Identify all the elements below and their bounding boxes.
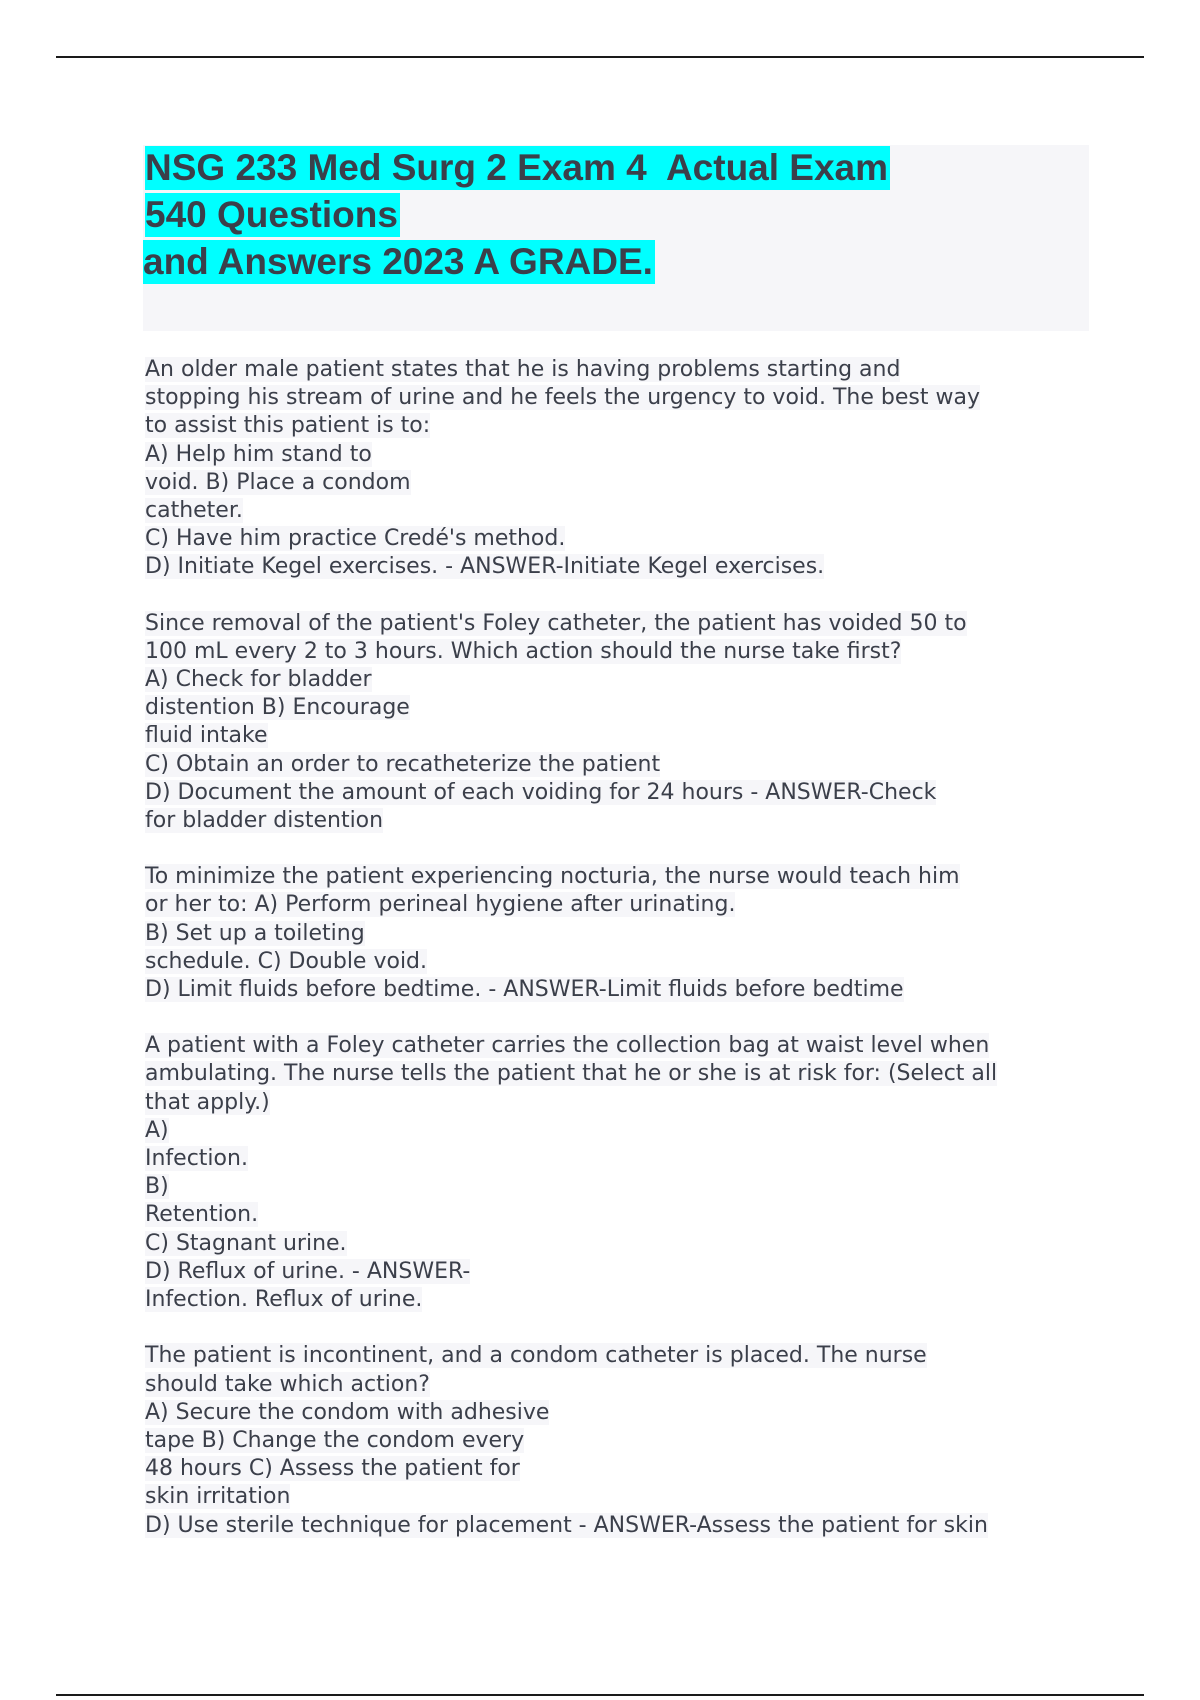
question-text-line — [145, 525, 1105, 553]
question-text-line — [145, 751, 1105, 779]
question-text-line — [145, 694, 1105, 722]
question-text: catheter. — [145, 498, 243, 524]
question-text: Retention. — [145, 1202, 259, 1228]
question-text-line — [145, 1117, 1105, 1145]
question-text: that apply.) — [145, 1089, 270, 1115]
question-block — [145, 1342, 1105, 1539]
question-text: ambulating. The nurse tells the patient that he or she is at risk for: (Select all — [145, 1061, 998, 1087]
question-text: C) Obtain an order to recatheterize the patient — [145, 751, 661, 777]
question-text: 100 mL every 2 to 3 hours. Which action should the nurse take first? — [145, 638, 902, 664]
question-text: Infection. — [145, 1146, 248, 1172]
question-text: D) Use sterile technique for placement - ANSWER-Assess the patient for skin — [145, 1512, 988, 1538]
document-title-line-2: 540 Questions — [145, 194, 398, 235]
document-title-line-3: and Answers 2023 A GRADE. — [143, 241, 653, 282]
question-text: to assist this patient is to: — [145, 413, 431, 439]
question-text: A) Help him stand to — [145, 441, 372, 467]
question-text-line — [145, 1371, 1105, 1399]
question-text: Infection. Reflux of urine. — [145, 1287, 423, 1313]
question-text-line — [145, 976, 1105, 1004]
question-text: An older male patient states that he is having problems starting and — [145, 357, 901, 382]
question-text-line — [145, 469, 1105, 497]
question-text: for bladder distention — [145, 808, 384, 834]
question-block — [145, 610, 1105, 836]
question-block — [145, 356, 1105, 582]
question-text-line — [145, 1342, 1105, 1370]
question-text-line — [145, 779, 1105, 807]
question-text-line — [145, 891, 1105, 919]
question-text-line — [145, 666, 1105, 694]
question-text: fluid intake — [145, 723, 268, 749]
question-text-line — [145, 610, 1105, 638]
question-text: skin irritation — [145, 1484, 291, 1510]
question-text-line — [145, 1512, 1105, 1540]
question-text-line — [145, 441, 1105, 469]
question-text-line — [145, 920, 1105, 948]
question-text: schedule. C) Double void. — [145, 948, 428, 974]
question-text-line — [145, 863, 1105, 891]
question-text-line — [145, 412, 1105, 440]
question-text: B) Set up a toileting — [145, 920, 365, 946]
question-text-line — [145, 356, 1105, 384]
question-text: distention B) Encourage — [145, 695, 410, 721]
question-text-line — [145, 1286, 1105, 1314]
question-text-line — [145, 1145, 1105, 1173]
question-text: A) — [145, 1117, 169, 1143]
document-title-line-1: NSG 233 Med Surg 2 Exam 4 Actual Exam — [145, 147, 889, 188]
question-text-line — [145, 1201, 1105, 1229]
question-text: D) Limit fluids before bedtime. - ANSWER-Limit fluids before bedtime — [145, 977, 904, 1003]
question-text: stopping his stream of urine and he feels the urgency to void. The best way — [145, 385, 980, 411]
bottom-rule — [56, 1694, 1144, 1696]
question-text: D) Initiate Kegel exercises. - ANSWER-Initiate Kegel exercises. — [145, 554, 825, 580]
question-text: 48 hours C) Assess the patient for — [145, 1456, 520, 1482]
question-text: A) Secure the condom with adhesive — [145, 1399, 550, 1425]
question-text-line — [145, 722, 1105, 750]
question-text: void. B) Place a condom — [145, 469, 411, 495]
question-text-line — [145, 807, 1105, 835]
question-text: or her to: A) Perform perineal hygiene after urinating. — [145, 892, 736, 918]
question-text: C) Have him practice Credé's method. — [145, 526, 566, 552]
question-text: D) Document the amount of each voiding for 24 hours - ANSWER-Check — [145, 779, 937, 805]
question-text-line — [145, 1230, 1105, 1258]
question-text: D) Reflux of urine. - ANSWER- — [145, 1258, 471, 1284]
question-text-line — [145, 384, 1105, 412]
question-text-line — [145, 1089, 1105, 1117]
question-text-line — [145, 1258, 1105, 1286]
question-text-line — [145, 1060, 1105, 1088]
question-text-line — [145, 638, 1105, 666]
question-text: tape B) Change the condom every — [145, 1427, 525, 1453]
question-text-line — [145, 1173, 1105, 1201]
question-text: A patient with a Foley catheter carries the collection bag at waist level when — [145, 1033, 990, 1059]
question-text: should take which action? — [145, 1371, 430, 1397]
question-text: C) Stagnant urine. — [145, 1230, 347, 1256]
question-text: The patient is incontinent, and a condom catheter is placed. The nurse — [145, 1343, 927, 1369]
question-text-line — [145, 497, 1105, 525]
top-rule — [56, 56, 1144, 58]
question-text-line — [145, 553, 1105, 581]
question-text-line — [145, 1455, 1105, 1483]
question-block — [145, 1032, 1105, 1314]
question-block — [145, 863, 1105, 1004]
question-text-line — [145, 1399, 1105, 1427]
questions-list — [145, 356, 1105, 1568]
question-text: B) — [145, 1174, 169, 1200]
question-text: Since removal of the patient's Foley catheter, the patient has voided 50 to — [145, 610, 967, 636]
question-text-line — [145, 1032, 1105, 1060]
question-text: To minimize the patient experiencing nocturia, the nurse would teach him — [145, 864, 960, 890]
question-text-line — [145, 1427, 1105, 1455]
question-text-line — [145, 948, 1105, 976]
question-text-line — [145, 1483, 1105, 1511]
question-text: A) Check for bladder — [145, 667, 372, 693]
